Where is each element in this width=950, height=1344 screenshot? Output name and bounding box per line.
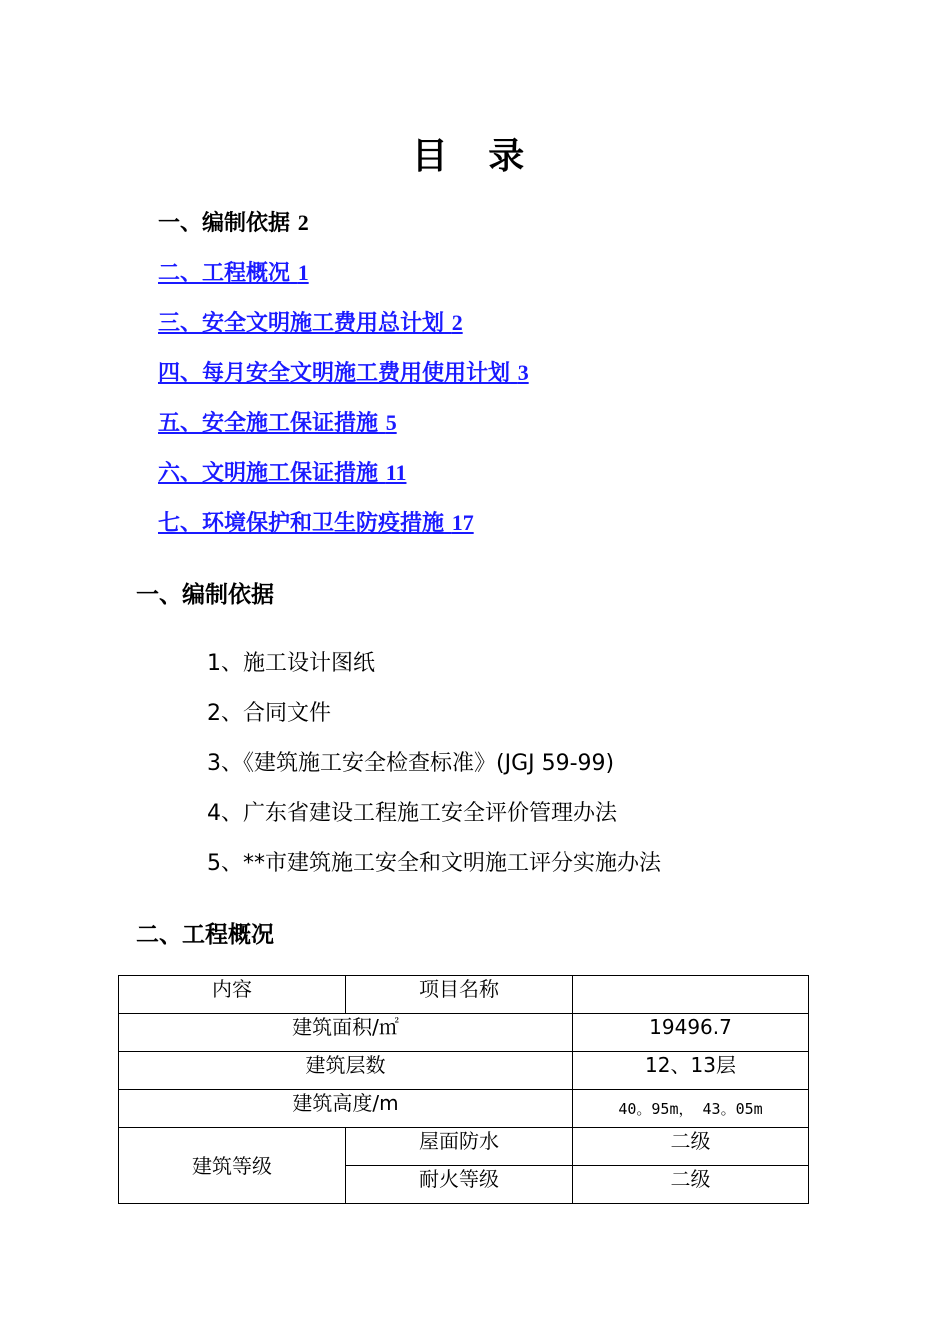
table-cell-floors-value: 12、13层 [573, 1052, 809, 1090]
table-header-project-name: 项目名称 [346, 976, 573, 1014]
table-cell-height-value: 40。95m， 43。05m [573, 1090, 809, 1128]
toc-item-page: 5 [385, 410, 397, 435]
table-row [119, 1128, 809, 1166]
toc-item-overview[interactable] [158, 256, 309, 287]
table-row [119, 1014, 809, 1052]
table-header-content: 内容 [119, 976, 346, 1014]
table-cell-floors-label: 建筑层数 [119, 1052, 573, 1090]
table-cell-roof-label: 屋面防水 [346, 1128, 573, 1166]
basis-item: 2、合同文件 [207, 701, 331, 726]
section-heading-overview: 二、工程概况 [136, 922, 274, 948]
toc-item-label: 三、安全文明施工费用总计划 [158, 311, 445, 336]
table-cell-area-label: 建筑面积/㎡ [119, 1014, 573, 1052]
toc-item-page: 2 [451, 310, 463, 335]
table-cell-grade-label: 建筑等级 [119, 1128, 346, 1204]
toc-item-environment-measures[interactable] [158, 506, 474, 537]
toc-item-page: 17 [451, 510, 474, 535]
basis-item: 4、广东省建设工程施工安全评价管理办法 [207, 801, 617, 826]
toc-item-monthly-plan[interactable] [158, 356, 529, 387]
toc-item-label: 二、工程概况 [158, 261, 291, 286]
basis-item: 1、施工设计图纸 [207, 651, 375, 676]
table-row [119, 1090, 809, 1128]
toc-item-label: 六、文明施工保证措施 [158, 461, 379, 486]
table-row [119, 976, 809, 1014]
basis-item: 3、《建筑施工安全检查标准》(JGJ 59-99) [207, 751, 615, 776]
table-cell-roof-value: 二级 [573, 1128, 809, 1166]
table-cell-height-label: 建筑高度/m [119, 1090, 573, 1128]
table-header-value [573, 976, 809, 1014]
table-cell-fire-label: 耐火等级 [346, 1166, 573, 1204]
basis-item: 5、**市建筑施工安全和文明施工评分实施办法 [207, 851, 661, 876]
toc-item-label: 四、每月安全文明施工费用使用计划 [158, 361, 511, 386]
table-cell-area-value: 19496.7 [573, 1014, 809, 1052]
project-overview-table [118, 975, 809, 1204]
toc-item-page: 2 [297, 210, 309, 235]
toc-item-cost-plan[interactable] [158, 306, 463, 337]
toc-item-page: 11 [385, 460, 407, 485]
table-row [119, 1052, 809, 1090]
toc-item-label: 五、安全施工保证措施 [158, 411, 379, 436]
toc-title: 目 录 [411, 136, 539, 177]
toc-item-basis[interactable] [158, 206, 309, 237]
toc-item-safety-measures[interactable] [158, 406, 397, 437]
toc-item-page: 3 [517, 360, 529, 385]
toc-item-label: 七、环境保护和卫生防疫措施 [158, 511, 445, 536]
table-cell-fire-value: 二级 [573, 1166, 809, 1204]
toc-item-page: 1 [297, 260, 309, 285]
section-heading-basis: 一、编制依据 [136, 582, 274, 608]
toc-item-civilized-measures[interactable] [158, 456, 406, 487]
toc-item-label: 一、编制依据 [158, 211, 291, 236]
